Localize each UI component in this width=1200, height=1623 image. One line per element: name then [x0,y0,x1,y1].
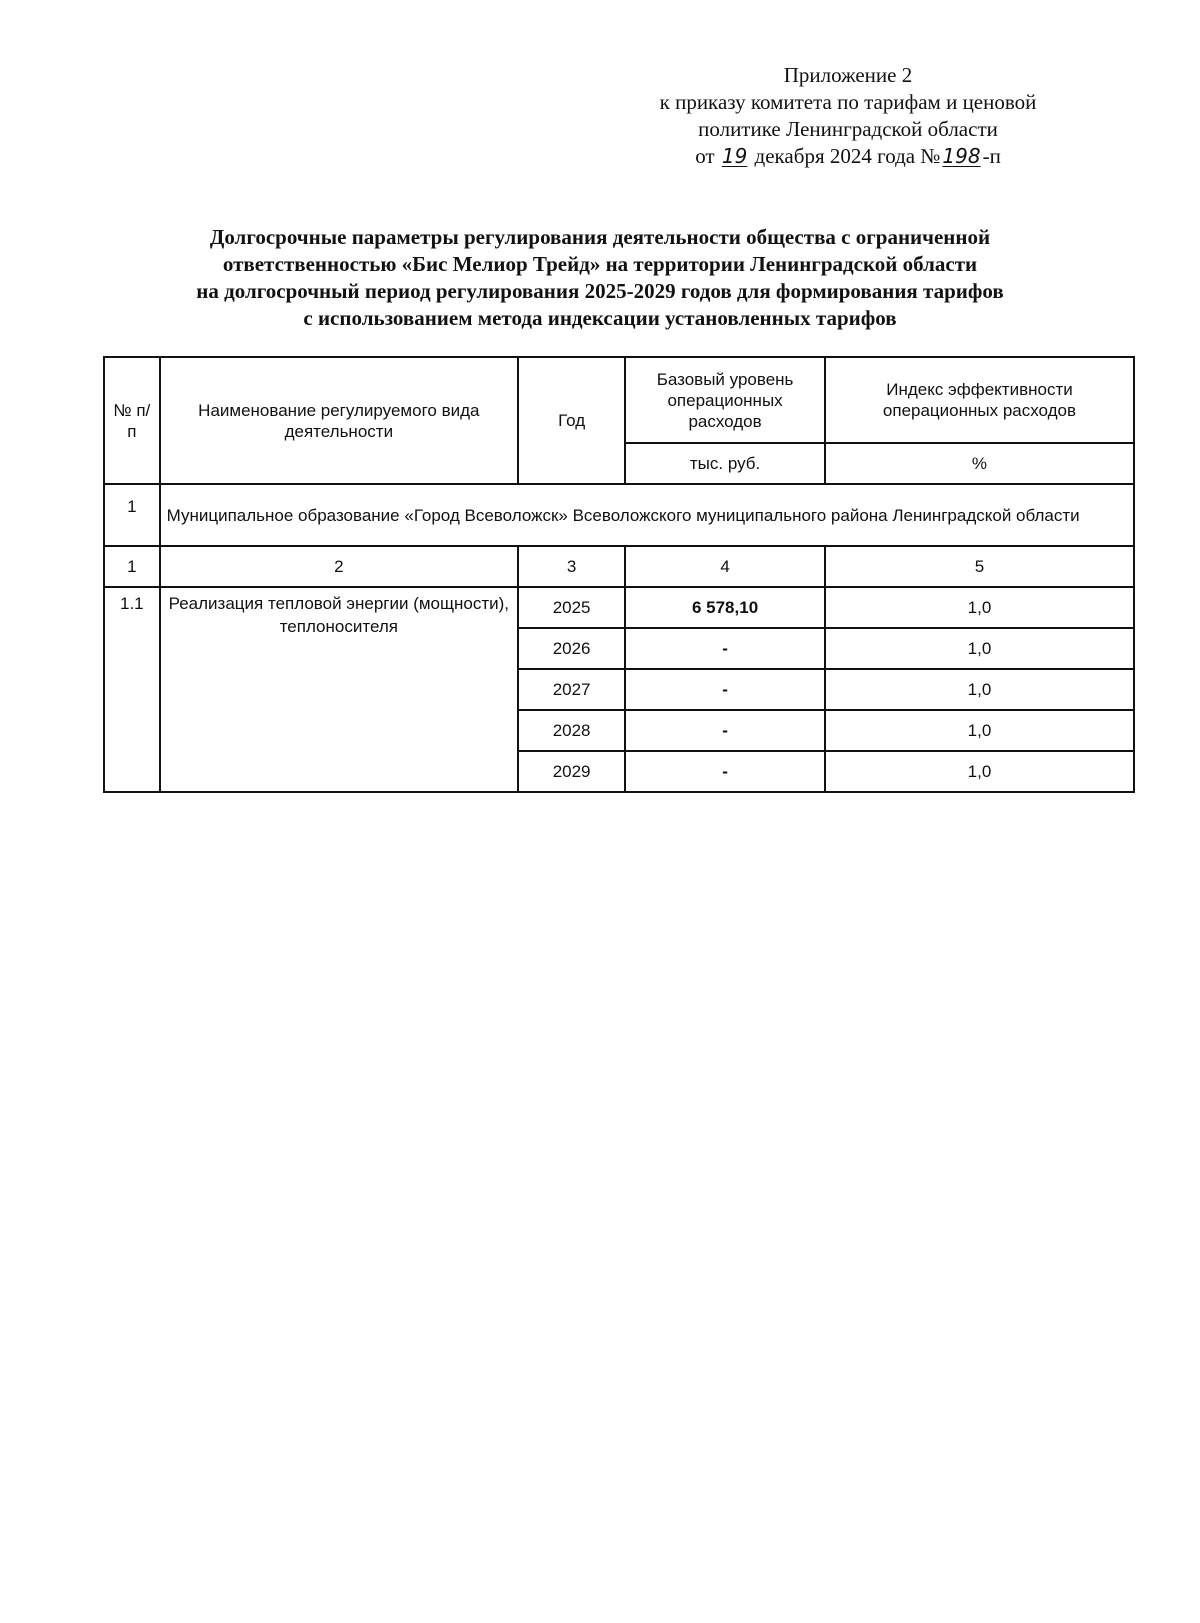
appendix-committee: политике Ленинградской области [698,117,998,141]
appendix-date-line [618,143,1078,170]
appendix-order-ref: к приказу комитета по тарифам и ценовой [659,90,1037,114]
row-index: 1,0 [825,587,1134,628]
parameters-table [103,356,1135,793]
row-base-level: - [625,669,825,710]
row-year: 2029 [518,751,625,792]
row-base-level: - [625,628,825,669]
date-middle: декабря 2024 года № [754,144,941,168]
row-year: 2026 [518,628,625,669]
column-number: 4 [625,546,825,587]
header-num: № п/п [104,357,160,484]
title-line-2: ответственностью «Бис Мелиор Трейд» на территории Ленинградской области [222,252,978,276]
row-index: 1,0 [825,710,1134,751]
column-number: 5 [825,546,1134,587]
row-index: 1,0 [825,751,1134,792]
header-efficiency-index: Индекс эффективности операционных расходов [825,357,1134,443]
appendix-label: Приложение 2 [783,63,913,87]
table-row [104,587,1134,628]
header-base-level: Базовый уровень операционных расходов [625,357,825,443]
row-base-level: - [625,751,825,792]
item-activity: Реализация тепловой энергии (мощности), теплоносителя [160,587,518,792]
title-line-4: с использованием метода индексации установленных тарифов [303,306,897,330]
unit-base-level: тыс. руб. [625,443,825,484]
header-row [104,357,1134,443]
row-index: 1,0 [825,628,1134,669]
group-num: 1 [104,484,160,546]
row-year: 2028 [518,710,625,751]
document-title [100,224,1100,332]
column-number: 3 [518,546,625,587]
row-base-level: - [625,710,825,751]
handwritten-day: 19 [721,144,748,168]
row-base-level: 6 578,10 [625,587,825,628]
order-suffix: -п [982,144,1001,168]
row-year: 2027 [518,669,625,710]
column-number: 2 [160,546,518,587]
header-year: Год [518,357,625,484]
group-row [104,484,1134,546]
title-line-1: Долгосрочные параметры регулирования деятельности общества с ограниченной [209,225,991,249]
column-numbers-row [104,546,1134,587]
appendix-header [618,62,1078,170]
title-line-3: на долгосрочный период регулирования 2025-2029 годов для формирования тарифов [196,279,1004,303]
item-num: 1.1 [104,587,160,792]
column-number: 1 [104,546,160,587]
row-index: 1,0 [825,669,1134,710]
unit-efficiency-index: % [825,443,1134,484]
header-activity: Наименование регулируемого вида деятельности [160,357,518,484]
row-year: 2025 [518,587,625,628]
date-prefix: от [695,144,715,168]
group-name: Муниципальное образование «Город Всеволожск» Всеволожского муниципального района Ленинградской области [160,484,1134,546]
handwritten-order-number: 198 [942,144,981,168]
